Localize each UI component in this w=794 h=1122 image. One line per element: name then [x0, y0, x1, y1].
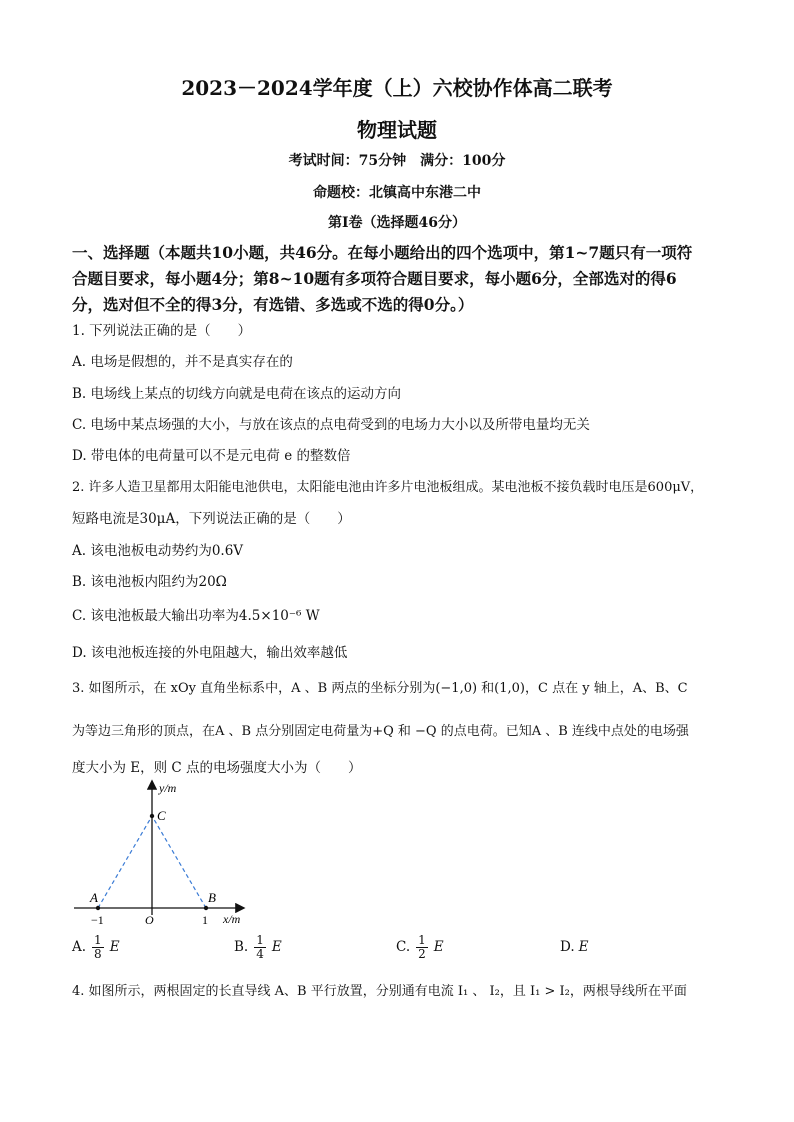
q3-option-c-var: E [433, 939, 444, 955]
q1-option-c: C. 电场中某点场强的大小，与放在该点的点电荷受到的电场力大小以及所带电量均无关 [72, 417, 590, 433]
q3-option-a-letter: A. [72, 939, 87, 955]
q3-option-b-fraction [254, 934, 266, 961]
q3-stem-line3: 度大小为 E，则 C 点的电场强度大小为（ ） [72, 760, 362, 776]
fraction-den: 8 [94, 946, 102, 961]
q3-option-a [72, 930, 120, 964]
q2-option-b: B. 该电池板内阻约为20Ω [72, 574, 227, 590]
q3-option-b-letter: B. [234, 939, 249, 955]
section-instruction-line2: 合题目要求，每小题4分；第8~10题有多项符合题目要求，每小题6分，全部选对的得6 [72, 269, 677, 288]
q3-option-d [560, 930, 589, 964]
q2-option-c: C. 该电池板最大输出功率为4.5×10⁻⁶ W [72, 608, 320, 624]
fraction-num: 1 [256, 932, 264, 947]
q2-stem-line1: 2. 许多人造卫星都用太阳能电池供电，太阳能电池由许多片电池板组成。某电池板不接负载时电压是600μV， [72, 480, 704, 495]
q3-option-c-fraction [416, 934, 428, 961]
section-instruction-line1: 一、选择题（本题共10小题，共46分。在每小题给出的四个选项中，第1~7题只有一项符 [72, 243, 693, 262]
q3-figure [60, 770, 260, 930]
q4-stem-line1: 4. 如图所示，两根固定的长直导线 A、B 平行放置，分别通有电流 I₁ 、 I₂，且 I₁ > I₂，两根导线所在平面 [72, 984, 687, 999]
x-axis-label: x/m [223, 912, 241, 926]
line-bc [152, 816, 206, 908]
q3-option-a-var: E [109, 939, 120, 955]
q3-option-b [234, 930, 282, 964]
point-c-dot [150, 814, 154, 818]
label-c: C [157, 808, 166, 823]
y-axis-label: y/m [159, 781, 177, 795]
fraction-den: 4 [256, 946, 264, 961]
label-b: B [208, 890, 216, 905]
line-ac [98, 816, 152, 908]
q1-option-d: D. 带电体的电荷量可以不是元电荷 e 的整数倍 [72, 448, 351, 464]
fraction-num: 1 [418, 932, 426, 947]
section-instruction-line3: 分，选对但不全的得3分，有选错、多选或不选的得0分。） [72, 295, 474, 314]
volume-title: 第Ⅰ卷（选择题46分） [327, 215, 467, 231]
q1-stem: 1. 下列说法正确的是（ ） [72, 323, 252, 339]
point-b-dot [204, 906, 208, 910]
fraction-num: 1 [94, 932, 102, 947]
q3-option-c-letter: C. [396, 939, 411, 955]
fraction-den: 2 [418, 946, 426, 961]
exam-title: 2023－2024学年度（上）六校协作体高二联考 [181, 76, 613, 100]
tick-one: 1 [202, 913, 208, 927]
q3-option-b-var: E [271, 939, 282, 955]
q3-option-a-fraction [92, 934, 104, 961]
label-a: A [90, 890, 98, 905]
q1-option-a: A. 电场是假想的，并不是真实存在的 [72, 354, 293, 370]
q3-option-d-letter: D. [560, 939, 575, 955]
q3-option-d-var: E [578, 939, 589, 955]
tick-minus-one: −1 [91, 913, 104, 927]
school-info: 命题校：北镇高中东港二中 [313, 185, 481, 201]
q2-option-d: D. 该电池板连接的外电阻越大，输出效率越低 [72, 645, 348, 661]
exam-info: 考试时间：75分钟 满分：100分 [288, 153, 506, 169]
q3-stem-line1: 3. 如图所示，在 xOy 直角坐标系中，A 、B 两点的坐标分别为(−1,0) 和(1,0)，C 点在 y 轴上，A、B、C [72, 681, 688, 696]
point-a-dot [96, 906, 100, 910]
q3-stem-line2: 为等边三角形的顶点，在A 、B 点分别固定电荷量为+Q 和 −Q 的点电荷。已知A 、B 连线中点处的电场强 [72, 724, 689, 739]
q3-option-c [396, 930, 444, 964]
subject-title: 物理试题 [357, 118, 437, 142]
q2-option-a: A. 该电池板电动势约为0.6V [72, 543, 244, 559]
q1-option-b: B. 电场线上某点的切线方向就是电荷在该点的运动方向 [72, 386, 402, 402]
origin-label: O [145, 913, 154, 927]
q2-stem-line2: 短路电流是30μA，下列说法正确的是（ ） [72, 511, 351, 527]
